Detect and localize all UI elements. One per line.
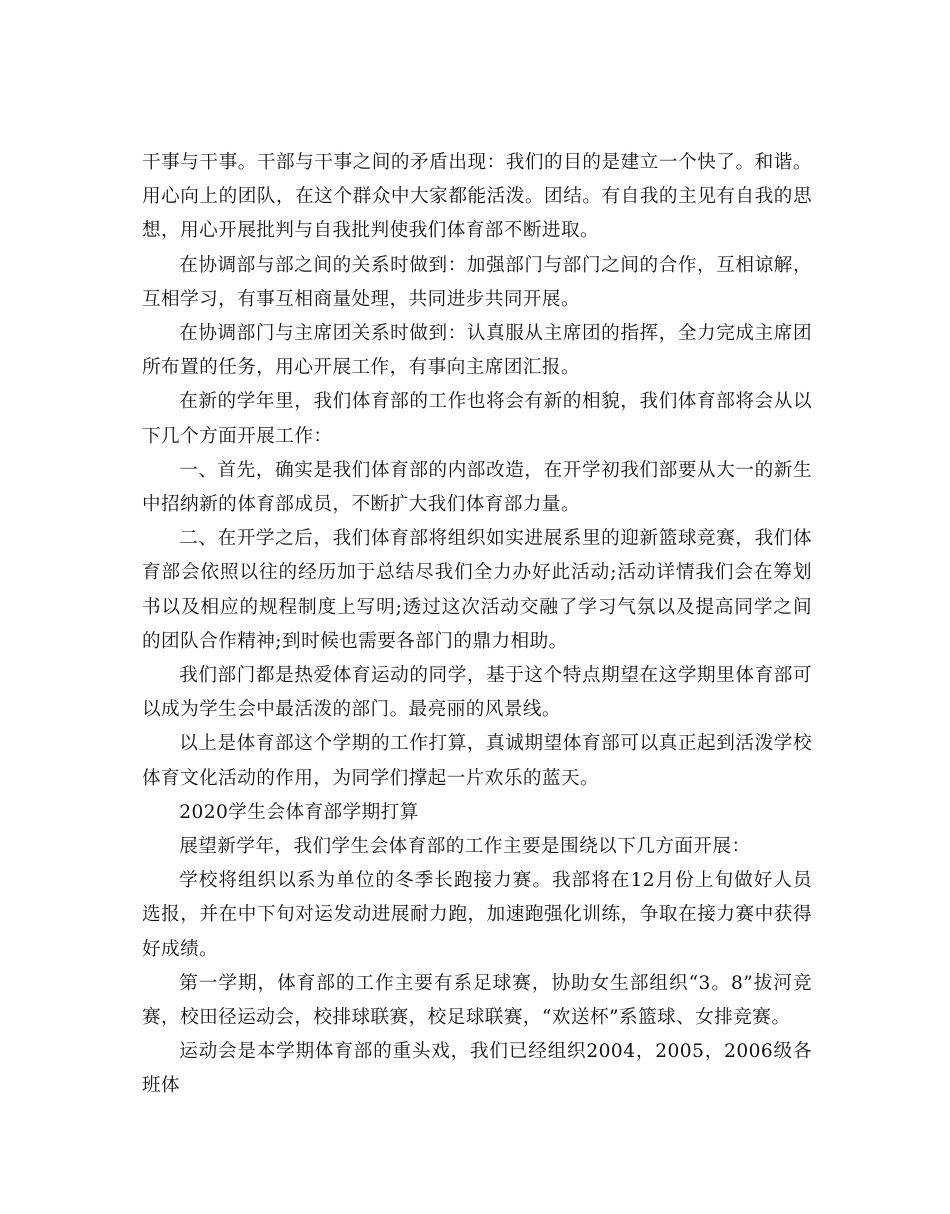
paragraph-6: 二、在开学之后，我们体育部将组织如实进展系里的迎新篮球竞赛，我们体育部会依照以往的经历加于总结尽我们全力办好此活动;活动详情我们会在筹划书以及相应的规程制度上写明;透过这次活动交融了学习气氛以及提高同学之间的团队合作精神;到时候也需要各部门的鼎力相助。 bbox=[142, 528, 812, 652]
section-heading: 2020学生会体育部学期打算 bbox=[179, 801, 419, 823]
paragraph-2: 在协调部与部之间的关系时做到：加强部门与部门之间的合作，互相谅解，互相学习，有事互相商量处理，共同进步共同开展。 bbox=[142, 254, 812, 310]
paragraph-1: 干事与干事。干部与干事之间的矛盾出现：我们的目的是建立一个快了。和谐。用心向上的团队，在这个群众中大家都能活泼。团结。有自我的主见有自我的思想，用心开展批判与自我批判使我们体育部不断进取。 bbox=[142, 152, 812, 242]
document-body bbox=[142, 146, 812, 1104]
paragraph-3: 在协调部门与主席团关系时做到：认真服从主席团的指挥，全力完成主席团所布置的任务，用心开展工作，有事向主席团汇报。 bbox=[142, 323, 812, 379]
paragraph-13: 运动会是本学期体育部的重头戏，我们已经组织2004，2005，2006级各班体 bbox=[142, 1041, 812, 1097]
paragraph-11: 学校将组织以系为单位的冬季长跑接力赛。我部将在12月份上旬做好人员选报，并在中下旬对运发动进展耐力跑，加速跑强化训练，争取在接力赛中获得好成绩。 bbox=[142, 870, 812, 960]
paragraph-10: 展望新学年，我们学生会体育部的工作主要是围绕以下几方面开展： bbox=[179, 836, 751, 858]
paragraph-4: 在新的学年里，我们体育部的工作也将会有新的相貌，我们体育部将会从以下几个方面开展工作： bbox=[142, 391, 812, 447]
paragraph-8: 以上是体育部这个学期的工作打算，真诚期望体育部可以真正起到活泼学校体育文化活动的作用，为同学们撑起一片欢乐的蓝天。 bbox=[142, 733, 812, 789]
paragraph-7: 我们部门都是热爱体育运动的同学，基于这个特点期望在这学期里体育部可以成为学生会中最活泼的部门。最亮丽的风景线。 bbox=[142, 665, 812, 721]
paragraph-12: 第一学期，体育部的工作主要有系足球赛，协助女生部组织“3。8”拔河竞赛，校田径运动会，校排球联赛，校足球联赛，“欢送杯”系篮球、女排竞赛。 bbox=[142, 972, 812, 1029]
paragraph-5: 一、首先，确实是我们体育部的内部改造，在开学初我们部要从大一的新生中招纳新的体育部成员，不断扩大我们体育部力量。 bbox=[142, 459, 812, 516]
